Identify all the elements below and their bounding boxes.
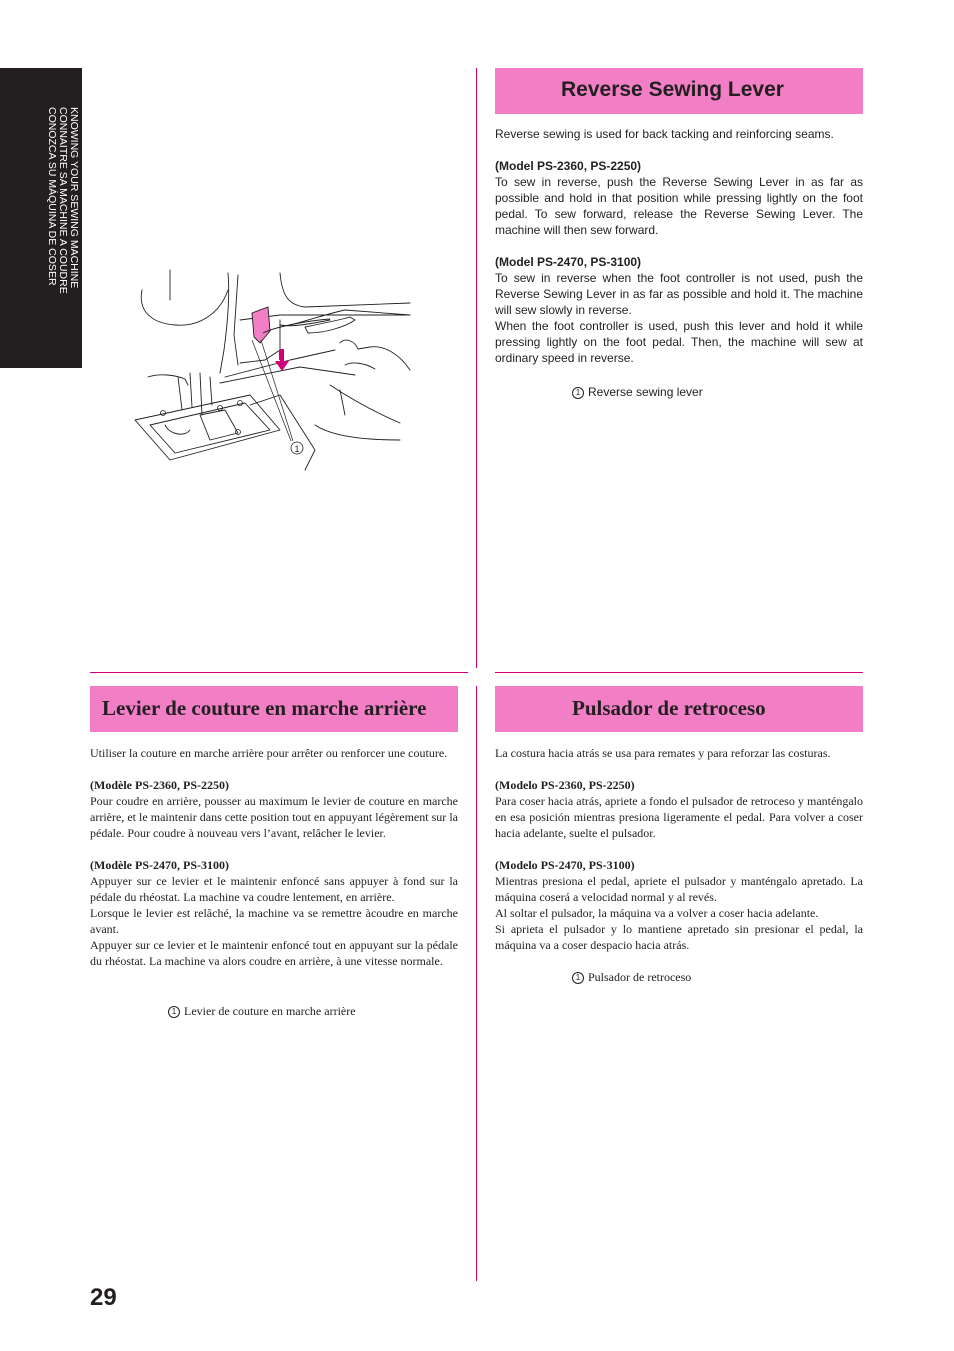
intro-en: Reverse sewing is used for back tacking and reinforcing seams. [495, 127, 834, 141]
model2-text2-es: Al soltar el pulsador, la máquina va a volver a coser hacia adelante. [495, 906, 819, 920]
side-tab-line-es: CONOZCA SU MÁQUINA DE COSER [46, 107, 58, 286]
caption-en [572, 384, 703, 400]
side-tab-line-en: KNOWING YOUR SEWING MACHINE [68, 107, 80, 289]
sewing-machine-illustration [130, 265, 415, 475]
intro-es: La costura hacia atrás se usa para remates y para reforzar las costuras. [495, 746, 831, 760]
heading-bar-es [495, 686, 863, 732]
model1-title-es: (Modelo PS-2360, PS-2250) [495, 778, 635, 792]
reverse-lever-highlight [252, 307, 270, 343]
caption-fr [168, 1003, 356, 1019]
caption-text-es: Pulsador de retroceso [588, 970, 692, 984]
row-divider-right [495, 672, 863, 673]
caption-es [572, 969, 691, 985]
model2-text2-fr: Lorsque le levier est relâché, la machine va se remettre àcoudre en marche avant. [90, 906, 458, 936]
model2-text3-fr: Appuyer sur ce levier et le maintenir enfoncé tout en appuyant sur la pédale du rhéostat. La machine va alors coudre en arrière, à une vitesse normale. [90, 938, 458, 968]
caption-text-fr: Levier de couture en marche arrière [184, 1004, 356, 1018]
model2-text2-en: When the foot controller is used, push this lever and hold it while pressing lightly on the foot pedal. Then, the machine will sew at ordinary speed in reverse. [495, 319, 863, 365]
model2-text1-fr: Appuyer sur ce levier et le maintenir enfoncé sans appuyer à fond sur la pédale du rhéostat. La machine va coudre lentement, en arrière. [90, 874, 458, 904]
model2-text1-en: To sew in reverse when the foot controller is not used, push the Reverse Sewing Lever in as far as possible and hold it. The machine will sew slowly in reverse. [495, 271, 863, 317]
model2-text1-es: Mientras presiona el pedal, apriete el pulsador y manténgalo apretado. La máquina coserá a velocidad normal y al revés. [495, 874, 863, 904]
row-divider-left [90, 672, 468, 673]
caption-num-en: 1 [572, 387, 584, 399]
section-fr [90, 745, 458, 969]
model1-text-en: To sew in reverse, push the Reverse Sewing Lever in as far as possible and hold in that position while pressing lightly on the foot pedal. To sew forward, release the Reverse Sewing Lever. The machine will then sew forward. [495, 175, 863, 237]
model1-text-fr: Pour coudre en arrière, pousser au maximum le levier de couture en marche arrière, et le maintenir dans cette position tout en appuyant légèrement sur la pédale. Pour coudre à nouveau vers l’avant, relâcher le levier. [90, 794, 458, 840]
model2-title-es: (Modelo PS-2470, PS-3100) [495, 858, 635, 872]
page-number: 29 [90, 1284, 117, 1311]
caption-num-es: 1 [572, 972, 584, 984]
caption-num-fr: 1 [168, 1006, 180, 1018]
heading-en: Reverse Sewing Lever [561, 78, 784, 101]
intro-fr: Utiliser la couture en marche arrière pour arrêter ou renforcer une couture. [90, 746, 448, 760]
heading-es: Pulsador de retroceso [572, 696, 766, 720]
side-tab-line-fr: CONNAITRE SA MACHINE A COUDRE [57, 107, 69, 294]
heading-fr: Levier de couture en marche arrière [102, 696, 427, 720]
side-tab-text [46, 107, 79, 347]
column-divider-bottom [476, 686, 477, 1281]
model1-text-es: Para coser hacia atrás, apriete a fondo el pulsador de retroceso y manténgalo en esa posición mientras presiona ligeramente el pedal. Para volver a coser hacia adelante, suelte el pulsador. [495, 794, 863, 840]
section-en [495, 126, 863, 366]
heading-bar-en [495, 68, 863, 114]
model2-title-fr: (Modèle PS-2470, PS-3100) [90, 858, 229, 872]
column-divider-top [476, 68, 477, 668]
model1-title-en: (Model PS-2360, PS-2250) [495, 159, 642, 173]
callout-number: 1 [294, 444, 300, 454]
model2-text3-es: Si aprieta el pulsador y lo mantiene apretado sin presionar el pedal, la máquina va a coser despacio hacia atrás. [495, 922, 863, 952]
heading-bar-fr [90, 686, 458, 732]
model1-title-fr: (Modèle PS-2360, PS-2250) [90, 778, 229, 792]
section-es [495, 745, 863, 953]
caption-text-en: Reverse sewing lever [588, 385, 703, 399]
model2-title-en: (Model PS-2470, PS-3100) [495, 255, 642, 269]
